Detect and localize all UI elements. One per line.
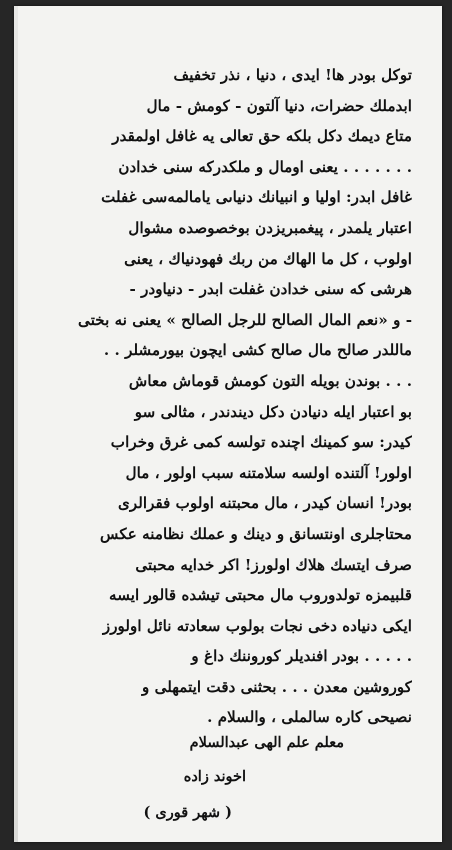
text-line: غافل ابدر: اوليا و انبيانك دنياىی ياﻣﺎﻟﻤﻪسى ﻏﻔﻠﺖ <box>101 188 412 207</box>
text-line: توكل بودر ها! ايدى ، دنيا ، نذر تخفيف <box>173 66 412 84</box>
author-place: ( شهر قورى ) <box>143 804 232 821</box>
page-edge <box>14 6 18 842</box>
text-line: كيدر: سو كمينك اچنده تولسه كمى غرق وخراب <box>110 433 412 452</box>
text-line: اولور! آلتنده اولسه سلامتنه سبب اولور ، مال <box>125 463 412 482</box>
text-line: صرف ايتسك هلاك اولورز! اكر خدايه محبتى <box>135 555 412 574</box>
text-line: . . . . . بودر افنديلر كوروننك داغ و <box>191 647 412 666</box>
body-text <box>44 60 412 733</box>
text-line: قلبيمزه تولدوروب مال محبتى تيشده قالور ايسه <box>109 586 412 605</box>
text-line: بودر! انسان كيدر ، مال محبتنه اولوب فقرالرى <box>117 494 412 513</box>
text-line: ابدملك حضرات، دنيا آلتون - كومش - مال <box>146 96 412 115</box>
text-line: محتاجلرى اونتسانق و دينك و عملك نظامنه عكس <box>100 524 412 543</box>
text-line: نصيحى كاره سالملى ، والسلام . <box>207 708 412 727</box>
text-line: اولوب ، كل ما الهاك من ربك فهودنياك ، يعنى <box>124 249 412 268</box>
text-line: متاع دیمك دكل بلكه حق تعالى يه غافل اولمقدر <box>112 127 412 146</box>
author-title: معلم علم الهى عبدالسلام <box>189 734 344 751</box>
text-line: اعتبار يلمدر ، پيغمبريزدن بوخصوصده مشوال <box>128 218 412 237</box>
text-line: . . . بوندن بويله التون كومش قوماش معاش <box>128 371 412 390</box>
text-line: ماللدر صالح مال صالح كشى ايچون بيورمشلر . . <box>103 341 412 360</box>
manuscript-page <box>14 6 442 842</box>
text-line: - و «نعم المال الصالح للرجل الصالح » يعنى نه بختى <box>78 310 412 329</box>
text-line: ايكى دنياده دخى نجات بولوب سعادته نائل اولورز <box>102 616 412 635</box>
text-line: بو اعتبار ايله دنيادن دكل ديندندر ، مثالى سو <box>134 402 412 421</box>
text-line: . . . . . . . يعنى اوﻣﺎﻝ و ملكدركه سنى خدادن <box>118 157 412 176</box>
text-line: كوروشين معدن . . . بحثنى دقت ايتمهلى و <box>142 677 412 696</box>
text-line: هرشى كه سنى خدادن غفلت ابدر - دنیاودر - <box>129 280 412 299</box>
author-name: اخوند زاده <box>183 768 246 785</box>
